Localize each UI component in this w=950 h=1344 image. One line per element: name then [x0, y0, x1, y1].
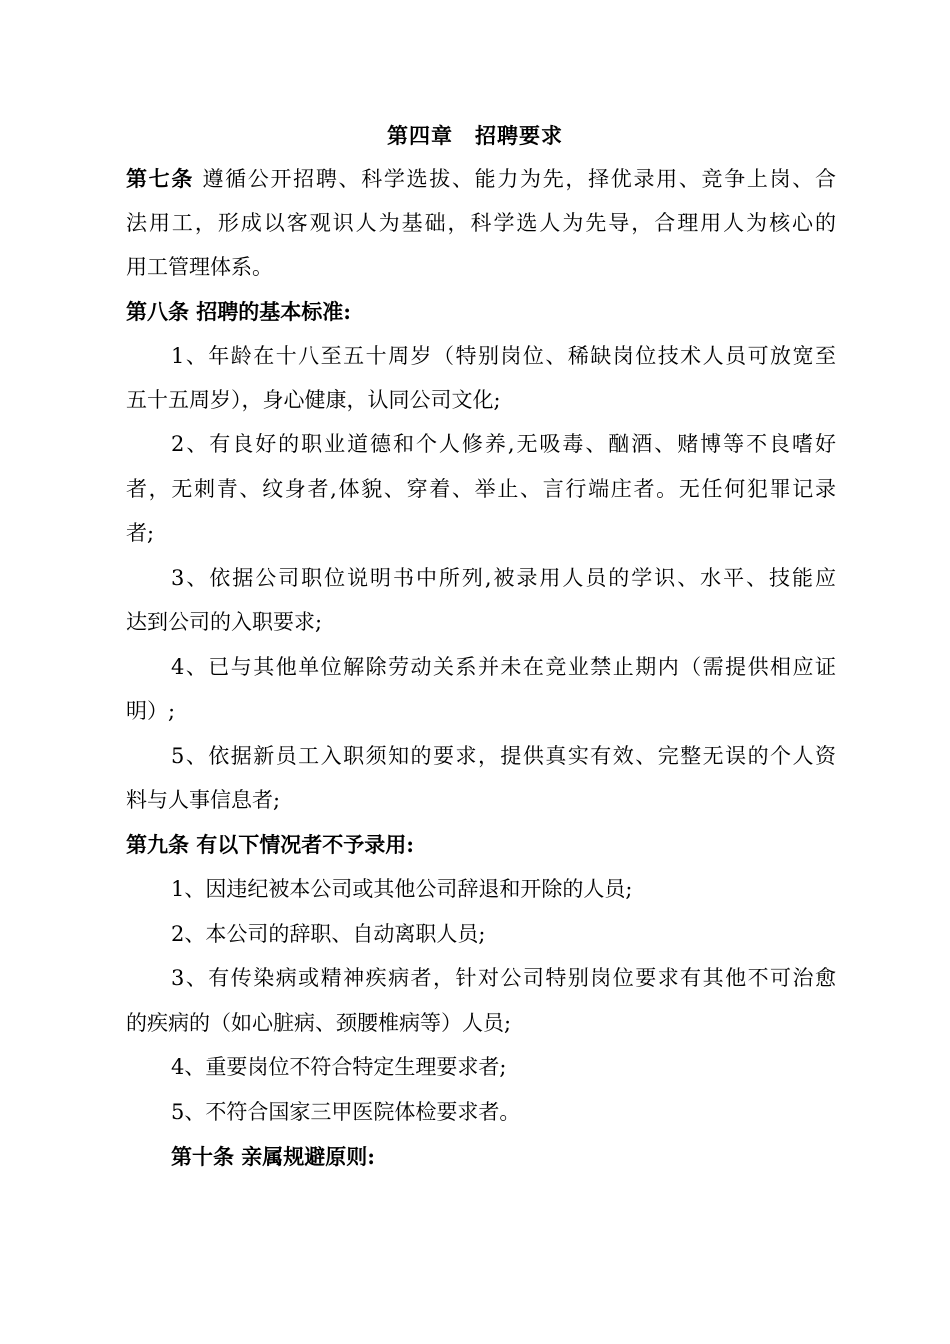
article-8-item-2-line-3: 者; [126, 521, 155, 545]
article-7-heading: 第七条 [126, 166, 195, 191]
article-7-line-3: 用工管理体系。 [126, 255, 273, 279]
article-8-item-5-line-2: 料与人事信息者; [126, 788, 281, 812]
article-9-item-3-line-1: 3、有传染病或精神疾病者，针对公司特别岗位要求有其他不可治愈 [171, 966, 836, 990]
article-8-item-3-line-1: 3、依据公司职位说明书中所列,被录用人员的学识、水平、技能应 [171, 566, 836, 590]
article-8-item-2-line-1: 2、有良好的职业道德和个人修养,无吸毒、酗酒、赌博等不良嗜好 [171, 432, 836, 456]
article-8-heading: 第八条 招聘的基本标准: [126, 299, 352, 324]
article-7-line-1 [126, 164, 836, 194]
article-8-item-2-line-2: 者，无刺青、纹身者,体貌、穿着、举止、言行端庄者。无任何犯罪记录 [126, 477, 836, 501]
article-8-item-3-line-2: 达到公司的入职要求; [126, 610, 323, 634]
article-8-item-1-line-2: 五十五周岁），身心健康，认同公司文化; [126, 388, 501, 412]
article-10-heading: 第十条 亲属规避原则: [171, 1144, 376, 1169]
chapter-title: 第四章 招聘要求 [387, 123, 563, 148]
article-9-item-3-line-2: 的疾病的（如心脏病、颈腰椎病等）人员; [126, 1011, 512, 1035]
article-9-item-4: 4、重要岗位不符合特定生理要求者; [171, 1055, 507, 1079]
article-8-item-5-line-1: 5、依据新员工入职须知的要求，提供真实有效、完整无误的个人资 [171, 744, 836, 768]
article-7-line-2: 法用工，形成以客观识人为基础，科学选人为先导，合理用人为核心的 [126, 211, 836, 235]
article-9-item-2: 2、本公司的辞职、自动离职人员; [171, 922, 486, 946]
article-9-heading: 第九条 有以下情况者不予录用: [126, 832, 415, 857]
article-8-item-4-line-2: 明）; [126, 699, 176, 723]
article-9-item-1: 1、因违纪被本公司或其他公司辞退和开除的人员; [171, 877, 633, 901]
article-9-item-5: 5、不符合国家三甲医院体检要求者。 [171, 1100, 521, 1124]
article-8-item-1-line-1: 1、年龄在十八至五十周岁（特别岗位、稀缺岗位技术人员可放宽至 [171, 344, 836, 368]
article-8-item-4-line-1: 4、已与其他单位解除劳动关系并未在竞业禁止期内（需提供相应证 [171, 655, 836, 679]
article-7-text: 遵循公开招聘、科学选拔、能力为先，择优录用、竞争上岗、合 [202, 167, 836, 191]
